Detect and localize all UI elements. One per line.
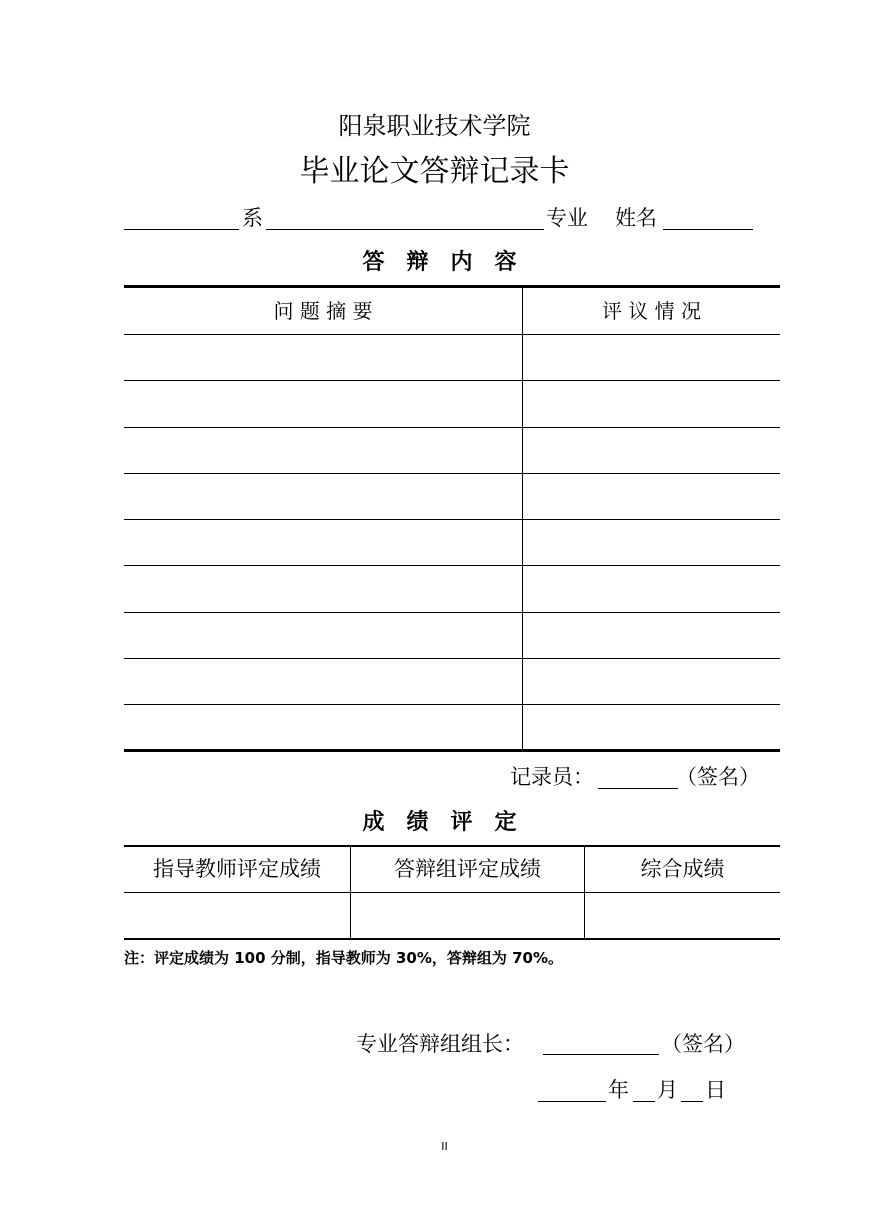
column-header-question-summary: 问 题 摘 要 — [273, 299, 373, 323]
name-blank[interactable] — [663, 229, 753, 230]
table-row-line — [124, 892, 780, 893]
grading-section-title: 成 绩 评 定 — [362, 810, 517, 835]
table-row-line — [124, 658, 780, 659]
defense-section-title: 答 辩 内 容 — [362, 250, 517, 275]
year-label: 年 — [608, 1078, 629, 1102]
table-row-line — [124, 334, 780, 335]
column-header-review-status: 评 议 情 况 — [601, 299, 702, 323]
grading-note: 注：评定成绩为 100 分制，指导教师为 30%，答辩组为 70%。 — [124, 949, 564, 967]
department-blank[interactable] — [124, 229, 239, 230]
recorder-sign-note: （签名） — [676, 765, 760, 789]
defense-table-bottom-border — [124, 749, 780, 752]
grading-table-bottom-border — [124, 938, 780, 940]
major-label: 专业 — [546, 206, 588, 230]
department-suffix: 系 — [242, 206, 263, 230]
column-header-advisor-score: 指导教师评定成绩 — [153, 857, 321, 881]
day-blank[interactable] — [681, 1101, 703, 1102]
major-blank[interactable] — [266, 229, 544, 230]
grading-table-top-border — [124, 845, 780, 847]
month-label: 月 — [657, 1078, 678, 1102]
table-row-line — [124, 565, 780, 566]
table-row-line — [124, 612, 780, 613]
recorder-signature-blank[interactable] — [598, 788, 678, 789]
leader-label: 专业答辩组组长： — [356, 1032, 524, 1056]
table-row-line — [124, 473, 780, 474]
table-row-line — [124, 380, 780, 381]
column-header-overall-score: 综合成绩 — [640, 857, 725, 881]
defense-table-top-border — [124, 285, 780, 288]
name-label: 姓名 — [615, 206, 657, 230]
column-header-panel-score: 答辩组评定成绩 — [394, 857, 541, 881]
table-row-line — [124, 427, 780, 428]
leader-signature-blank[interactable] — [543, 1054, 659, 1055]
document-title: 毕业论文答辩记录卡 — [299, 154, 570, 189]
month-blank[interactable] — [633, 1101, 655, 1102]
school-name: 阳泉职业技术学院 — [338, 112, 531, 140]
page-number: II — [441, 1140, 448, 1153]
table-row-line — [124, 704, 780, 705]
year-blank[interactable] — [538, 1101, 606, 1102]
table-row-line — [124, 519, 780, 520]
day-label: 日 — [705, 1078, 726, 1102]
leader-sign-note: （签名） — [661, 1032, 745, 1056]
recorder-label: 记录员： — [510, 765, 594, 789]
